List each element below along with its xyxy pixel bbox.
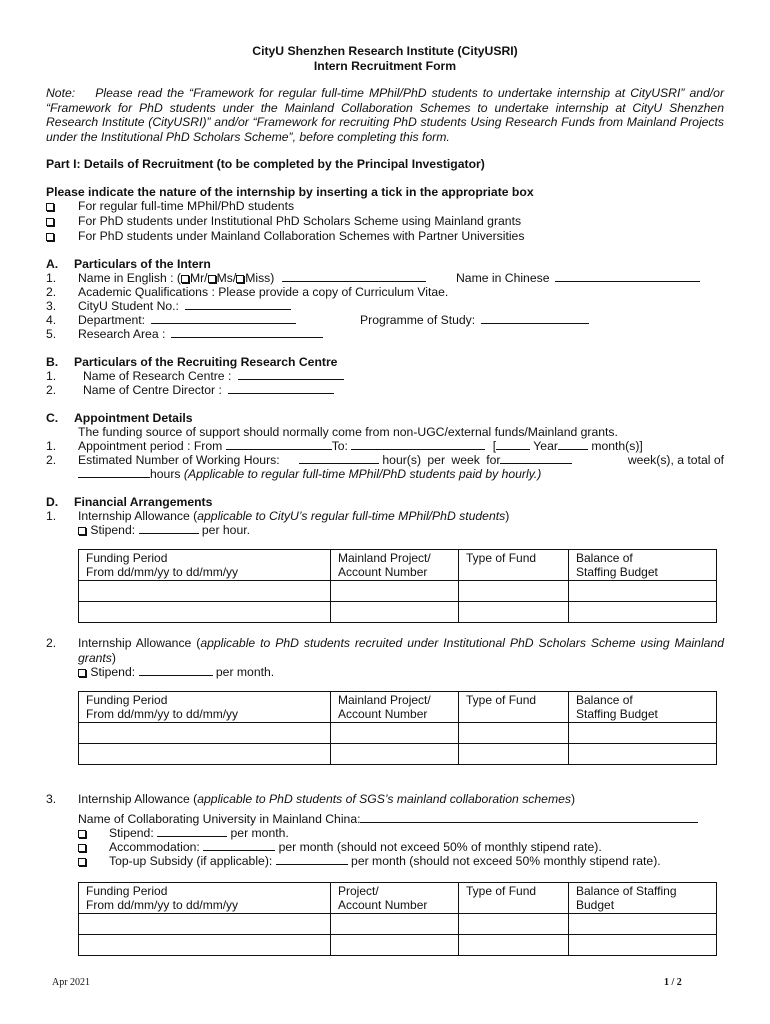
allowance-title-end: ) [505, 509, 510, 523]
nature-option-1[interactable] [46, 199, 295, 214]
allowance-title-text: Internship Allowance ( [78, 636, 201, 650]
nature-option-label: For PhD students under Institutional PhD Scholars Scheme using Mainland grants [78, 214, 522, 228]
allowance-title-end: ) [570, 792, 576, 806]
collab-university-label: Name of Collaborating University in Mainland China: [78, 812, 361, 826]
period-from-label: Appointment period : From [78, 439, 223, 453]
header-balance: Balance of Staffing Budget [569, 692, 717, 723]
item-number: 3. [46, 299, 57, 313]
checkbox-stipend-hourly[interactable] [78, 527, 86, 535]
table-cell[interactable] [569, 935, 717, 956]
research-area-label: Research Area : [78, 327, 166, 341]
stipend-3-row [78, 826, 289, 841]
name-english-field[interactable] [282, 271, 426, 282]
name-chinese-field[interactable] [555, 271, 700, 282]
item-number: 1. [46, 271, 57, 285]
checkbox-regular[interactable] [46, 203, 54, 211]
header-account-number: Mainland Project/ Account Number [331, 550, 459, 581]
name-chinese-row [456, 271, 700, 286]
header-balance: Balance of Staffing Budget [569, 883, 717, 914]
topup-per-label: per month (should not exceed 50% monthly stipend rate). [351, 854, 661, 868]
years-field[interactable] [496, 439, 530, 450]
footer-page-number: 1 / 2 [664, 977, 682, 988]
months-field[interactable] [558, 439, 588, 450]
stipend-label: Stipend: [90, 665, 136, 679]
mr-label: Mr/ [189, 271, 208, 285]
stipend-monthly-field[interactable] [139, 665, 213, 676]
checkbox-institutional[interactable] [46, 218, 54, 226]
header-account-number: Mainland Project/ Account Number [331, 692, 459, 723]
note-label: Note: [46, 86, 76, 100]
item-number: 5. [46, 327, 57, 341]
allowance-title-note: applicable to PhD students of SGS’s mainland collaboration schemes [197, 792, 571, 806]
table-cell[interactable] [79, 602, 331, 623]
checkbox-ms[interactable] [208, 275, 216, 283]
department-row [78, 313, 296, 328]
funding-source-note: The funding source of support should normally come from non-UGC/external funds/Mainland grants. [78, 425, 618, 439]
form-subtitle: Intern Recruitment Form [313, 59, 457, 73]
table-cell[interactable] [569, 723, 717, 744]
header-type-of-fund: Type of Fund [459, 550, 569, 581]
hours-note: (Applicable to regular full-time MPhil/PhD students paid by hourly.) [183, 467, 542, 481]
checkbox-miss[interactable] [236, 275, 244, 283]
header-balance: Balance of Staffing Budget [569, 550, 717, 581]
department-label: Department: [78, 313, 146, 327]
header-funding-period: Funding Period From dd/mm/yy to dd/mm/yy [79, 692, 331, 723]
section-d-heading: Financial Arrangements [74, 495, 213, 509]
table-cell[interactable] [79, 914, 331, 935]
section-b-letter: B. [46, 355, 59, 369]
topup-label: Top-up Subsidy (if applicable): [109, 854, 273, 868]
table-cell[interactable] [459, 935, 569, 956]
allowance-2-stipend-row [78, 665, 274, 680]
research-area-row [78, 327, 323, 342]
department-field[interactable] [151, 313, 296, 324]
item-number: 1. [46, 509, 57, 523]
stipend-3-field[interactable] [157, 826, 227, 837]
student-no-row [78, 299, 291, 314]
checkbox-topup[interactable] [78, 858, 86, 866]
weeks-total-label: week(s), a total of [627, 453, 724, 467]
section-c-letter: C. [46, 411, 59, 425]
note-text: Please read the “Framework for regular full-time MPhil/PhD students to undertake internship at CityUSRI” and/or “Framework for PhD students under the Mainland Collaboration Schemes to undertake internship at CityU Shenzhen Research Institute (CityUSRI)” and/or “Framework for recruiting PhD students Using Research Funds from Mainland Projects under the Institutional PhD Scholars Scheme”, before completing this form. [46, 86, 724, 144]
nature-option-label: For PhD students under Mainland Collaboration Schemes with Partner Universities [78, 229, 525, 243]
collab-university-field[interactable] [360, 812, 698, 823]
weeks-field[interactable] [500, 453, 572, 464]
table-cell[interactable] [331, 914, 459, 935]
form-title: CityU Shenzhen Research Institute (CityUSRI) [252, 44, 518, 58]
period-to-label: To: [331, 439, 348, 453]
nature-option-2[interactable] [46, 214, 522, 229]
period-to-field[interactable] [351, 439, 485, 450]
research-area-field[interactable] [171, 327, 323, 338]
table-cell[interactable] [569, 914, 717, 935]
accommodation-row [78, 840, 602, 855]
item-number: 3. [46, 792, 57, 806]
table-cell[interactable] [331, 581, 459, 602]
period-from-field[interactable] [226, 439, 332, 450]
accommodation-field[interactable] [203, 840, 275, 851]
qualifications-label: Academic Qualifications : Please provide a copy of Curriculum Vitae. [78, 285, 449, 299]
table-cell[interactable] [331, 744, 459, 765]
allowance-title-note: applicable to PhD students recruited under Institutional PhD Scholars Scheme using Mainland grants [78, 636, 724, 665]
centre-director-field[interactable] [228, 383, 334, 394]
funding-table-1 [78, 549, 717, 623]
allowance-title-text: Internship Allowance ( [78, 509, 198, 523]
stipend-label: Stipend: [109, 826, 154, 840]
hours-per-week-label: hour(s) per week for [382, 453, 501, 467]
topup-row [78, 854, 661, 869]
table-cell[interactable] [79, 744, 331, 765]
hours-label: Estimated Number of Working Hours: [78, 453, 280, 467]
header-type-of-fund: Type of Fund [459, 692, 569, 723]
miss-label: Miss) [245, 271, 275, 285]
allowance-1-stipend-row [78, 523, 250, 538]
table-cell[interactable] [79, 723, 331, 744]
centre-director-row [83, 383, 334, 398]
collab-university-row [78, 812, 698, 827]
allowance-3-title [78, 792, 575, 807]
nature-option-3[interactable] [46, 229, 525, 244]
allowance-1-title [78, 509, 509, 524]
student-no-label: CityU Student No.: [78, 299, 179, 313]
table-cell[interactable] [79, 935, 331, 956]
stipend-per-label: per hour. [201, 523, 251, 537]
checkbox-stipend-monthly[interactable] [78, 669, 86, 677]
section-c-heading: Appointment Details [74, 411, 193, 425]
name-english-row [78, 271, 426, 286]
centre-name-label: Name of Research Centre : [83, 369, 232, 383]
note-paragraph [46, 86, 724, 144]
item-number: 2. [46, 453, 57, 467]
nature-title: Please indicate the nature of the internship by inserting a tick in the appropriate box [46, 185, 534, 199]
table-cell[interactable] [569, 602, 717, 623]
item-number: 2. [46, 383, 57, 397]
total-hours-field[interactable] [78, 467, 150, 478]
topup-field[interactable] [276, 854, 348, 865]
centre-name-row [83, 369, 344, 384]
hours-per-week-field[interactable] [299, 453, 379, 464]
item-number: 1. [46, 439, 57, 453]
accommodation-per-label: per month (should not exceed 50% of monthly stipend rate). [278, 840, 602, 854]
funding-table-2 [78, 691, 717, 765]
appointment-period-row: Appointment period : From To: [ Year month(s)] [78, 439, 643, 453]
section-b-heading: Particulars of the Recruiting Research Centre [74, 355, 338, 369]
part1-title: Part I: Details of Recruitment (to be completed by the Principal Investigator) [46, 157, 485, 171]
table-cell[interactable] [459, 744, 569, 765]
programme-label: Programme of Study: [360, 313, 476, 327]
stipend-label: Stipend: [90, 523, 136, 537]
ms-label: Ms/ [216, 271, 237, 285]
programme-row [360, 313, 589, 328]
section-d-letter: D. [46, 495, 59, 509]
allowance-title-text: Internship Allowance ( [78, 792, 198, 806]
allowance-2-title [78, 636, 724, 665]
table-cell[interactable] [459, 602, 569, 623]
name-chinese-label: Name in Chinese [456, 271, 550, 285]
centre-name-field[interactable] [238, 369, 344, 380]
item-number: 1. [46, 369, 57, 383]
checkbox-mr[interactable] [181, 275, 189, 283]
student-no-field[interactable] [185, 299, 291, 310]
total-hours-label: hours [150, 467, 181, 481]
header-funding-period: Funding Period From dd/mm/yy to dd/mm/yy [79, 883, 331, 914]
item-number: 4. [46, 313, 57, 327]
table-cell[interactable] [79, 581, 331, 602]
section-a-heading: Particulars of the Intern [74, 257, 211, 271]
table-cell[interactable] [459, 723, 569, 744]
header-funding-period: Funding Period From dd/mm/yy to dd/mm/yy [79, 550, 331, 581]
total-hours-row [78, 467, 541, 482]
table-cell[interactable] [569, 744, 717, 765]
table-cell[interactable] [331, 723, 459, 744]
table-cell[interactable] [569, 581, 717, 602]
table-cell[interactable] [459, 914, 569, 935]
programme-field[interactable] [481, 313, 589, 324]
nature-option-label: For regular full-time MPhil/PhD students [78, 199, 295, 213]
allowance-title-end: ) [111, 650, 116, 665]
stipend-hourly-field[interactable] [139, 523, 199, 534]
table-cell[interactable] [331, 602, 459, 623]
centre-director-label: Name of Centre Director : [83, 383, 222, 397]
checkbox-stipend-3[interactable] [78, 830, 86, 838]
item-number: 2. [46, 636, 57, 650]
checkbox-collaboration[interactable] [46, 233, 54, 241]
name-english-label: Name in English : ( [78, 271, 181, 285]
accommodation-label: Accommodation: [109, 840, 200, 854]
year-label: Year [533, 439, 558, 453]
section-a-letter: A. [46, 257, 59, 271]
allowance-title-note: applicable to CityU’s regular full-time MPhil/PhD students [197, 509, 506, 523]
stipend-per-label: per month. [230, 826, 289, 840]
working-hours-row [78, 453, 724, 468]
table-cell[interactable] [331, 935, 459, 956]
month-label: month(s)] [591, 439, 643, 453]
table-cell[interactable] [459, 581, 569, 602]
item-number: 2. [46, 285, 57, 299]
stipend-per-label: per month. [215, 665, 275, 679]
checkbox-accommodation[interactable] [78, 844, 86, 852]
funding-table-3 [78, 882, 717, 956]
footer-date: Apr 2021 [52, 977, 91, 988]
header-account-number: Project/ Account Number [331, 883, 459, 914]
header-type-of-fund: Type of Fund [459, 883, 569, 914]
